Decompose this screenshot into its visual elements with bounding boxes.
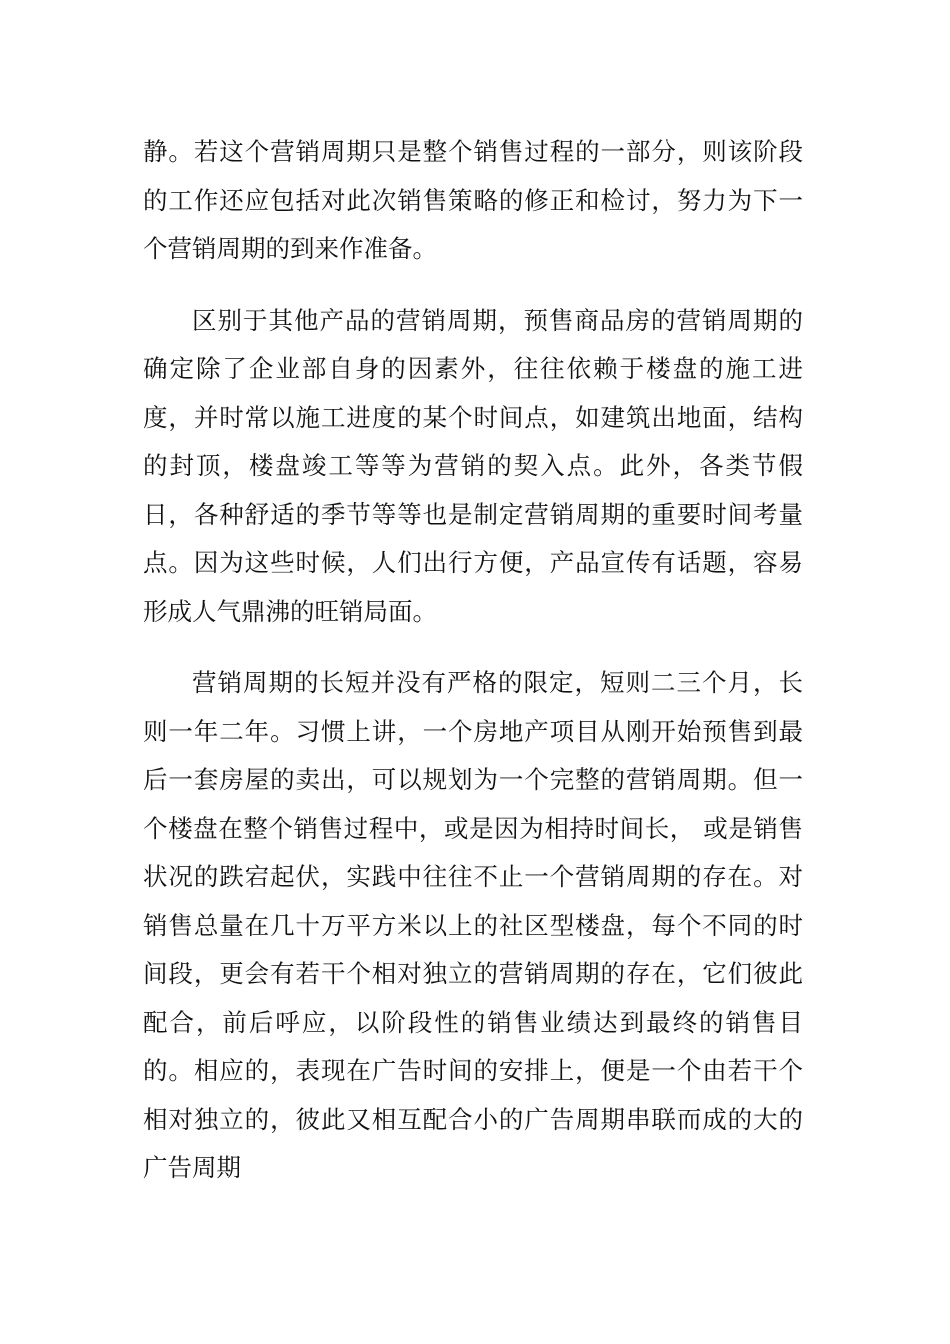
paragraph-3: 营销周期的长短并没有严格的限定，短则二三个月，长则一年二年。习惯上讲，一个房地产项目从刚开始预售到最后一套房屋的卖出，可以规划为一个完整的营销周期。但一个楼盘在整个销售过程中，或是因为相持时间长， 或是销售状况的跌宕起伏，实践中往往不止一个营销周期的存在。对销售总量在几十万平方米以上的社区型楼盘，每个不同的时间段，更会有若干个相对独立的营销周期的存在，它们彼此配合，前后呼应，以阶段性的销售业绩达到最终的销售目的。相应的，表现在广告时间的安排上，便是一个由若干个相对独立的，彼此又相互配合小的广告周期串联而成的大的广告周期 xyxy=(143,668,803,1182)
paragraph-2: 区别于其他产品的营销周期，预售商品房的营销周期的确定除了企业部自身的因素外，往往依赖于楼盘的施工进度，并时常以施工进度的某个时间点，如建筑出地面，结构的封顶，楼盘竣工等等为营销的契入点。此外，各类节假日，各种舒适的季节等等也是制定营销周期的重要时间考量点。因为这些时候，人们出行方便，产品宣传有话题，容易形成人气鼎沸的旺销局面。 xyxy=(143,305,803,626)
paragraph-1: 静。若这个营销周期只是整个销售过程的一部分，则该阶段的工作还应包括对此次销售策略的修正和检讨，努力为下一个营销周期的到来作准备。 xyxy=(143,137,803,263)
document-body xyxy=(143,128,803,1193)
